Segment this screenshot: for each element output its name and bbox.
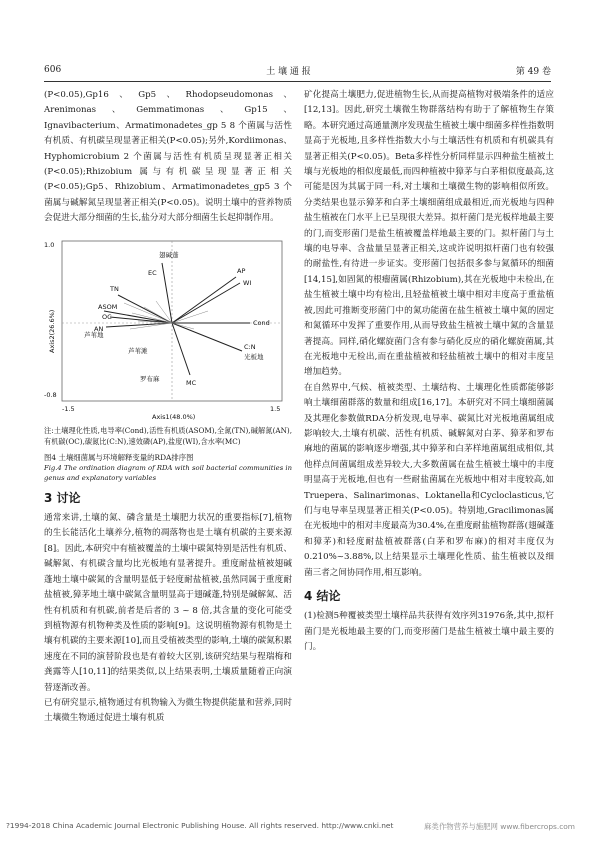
right-paragraph-3: (1)检测5种覆被类型土壤样品共获得有效序列31976条,其中,拟杆菌门是光板地最主要的门,而变形菌门是盐生植被土壤中最主要的门。 bbox=[304, 611, 554, 653]
right-column bbox=[304, 88, 554, 656]
label-ec: EC bbox=[148, 268, 157, 277]
arrow-mc bbox=[172, 323, 190, 375]
label-mc: MC bbox=[186, 378, 197, 387]
left-paragraph-2: 通常来讲,土壤的氮、磷含量是土壤肥力状况的重要指标[7],植物的生长能活化土壤养分,植物的凋落物也是土壤有机碳的主要来源[8]。因此,本研究中有植被覆盖的土壤中碳氮特别是活性有机质、碱解氮、有机碳含量均比光板地有显著提升。重度耐盐植被翅碱蓬地土壤中碳氮的含量明显低于轻度耐盐植被,虽然同属于重度耐盐植被,獐茅地土壤中碳氮含量明显高于翅碱蓬,特别是碱解氮、活性有机质和有机碳,前者是后者的 3 ~ 8 倍,其含量的变化可能受到植物源有机物种类及性质的影响[9]。这说明植物源有机物是土壤有机碳的主要来源[10],而且受植被类型的影响,土壤的碳氮积累速度在不同的演替阶段也是有着较大区别,该研究结果与程瑞梅和龚露等人[10,11]的结果类似,以上结果表明,土壤质量随着正向演替逐渐改善。 bbox=[44, 513, 292, 693]
left-paragraph-1: (P<0.05),Gp16、Gp5、Rhodopseudomonas、Arenimonas、Gemmatimonas、Gp15、Ignavibacterium、Armatimonadetes_gp 5 8 个菌属与活性有机质、有机碳呈现显著正相关(P<0.05);另外,Kordiimonas、Hyphomicrobium 2 个菌属与活性有机质呈现显著正相关(P<0.05);Rhizobium 属与有机碳呈现显著正相关(P<0.05);Gp5、Rhizobium、Armatimonadetes_gp5 3 个菌属与碱解氮呈现显著正相关(P<0.05)。说明土壤中的营养物质会促进大部分细菌的生长,盐分对大部分细菌生长起抑制作用。 bbox=[44, 90, 292, 224]
arrow-wi bbox=[172, 283, 240, 323]
sample-label-2: 光板地 bbox=[244, 352, 264, 361]
right-paragraph-2: 在自然界中,气候、植被类型、土壤结构、土壤理化性质都能够影响土壤细菌群落的数量和组成[16,17]。本研究对不同土壤细菌属及其理化参数做RDA分析发现,电导率、碳氮比对光板地菌属组成影响较大,土壤有机碳、活性有机质、碱解氮对白茅、獐茅和罗布麻地的菌属的影响逐步增强,其中獐茅和白茅样地菌属组成相似,其他样点间菌属组成差异较大,大多数菌属在盐生植被土壤中的丰度明显高于光板地,但也有一些耐盐菌属在光板地中相对丰度较高,如Truepera、Salinarimonas、Loktanella和Cycloclasticus,它们与电导率呈现显著正相关(P<0.05)。特别地,Gracilimonas属在光板地中的相对丰度最高为30.4%,在重度耐盐植物群落(翅碱蓬和獐茅)和轻度耐盐植被群落(白茅和罗布麻)的相对丰度仅为0.210%~3.88%,以上结果显示土壤理化性质、盐生植被以及细菌三者之间协同作用,相互影响。 bbox=[304, 382, 554, 578]
sample-label-1: 翅碱蓬 bbox=[159, 250, 179, 259]
label-cond: Cond bbox=[253, 318, 270, 327]
copyright-text: ?1994-2018 China Academic Journal Electronic Publishing House. All rights reserved. http://www.cnki.net bbox=[6, 821, 394, 830]
sample-label-3: 芦苇地 bbox=[84, 330, 104, 339]
x-tick-right: 1.5 bbox=[270, 404, 281, 413]
label-an: AN bbox=[94, 324, 104, 333]
rda-figure bbox=[44, 233, 292, 423]
y-axis-title: Axis2(26.6%) bbox=[48, 309, 56, 353]
page-footer bbox=[6, 821, 575, 832]
arrow-ap bbox=[172, 277, 236, 323]
journal-title: 土 壤 通 报 bbox=[266, 66, 311, 77]
sample-label-4: 罗布麻 bbox=[140, 374, 160, 383]
sample-label-5: 芦苇滩 bbox=[128, 346, 148, 355]
label-wi: WI bbox=[243, 278, 252, 287]
x-axis-title: Axis1(48.0%) bbox=[152, 412, 196, 421]
label-ap: AP bbox=[237, 266, 246, 275]
volume-label: 第 49 卷 bbox=[515, 66, 551, 77]
label-oc: OC bbox=[102, 312, 112, 321]
rda-plot bbox=[44, 233, 292, 423]
figure-legend: 注:土壤理化性质,电导率(Cond),活性有机质(ASOM),全氮(TN),碱解氮(AN),有机碳(OC),碳氮比(C:N),速效磷(AP),盐度(WI),含水率(MC) bbox=[44, 425, 292, 446]
y-tick-top: 1.0 bbox=[44, 240, 55, 249]
figure-caption-cn: 图4 土壤细菌属与环境解释变量的RDA排序图 bbox=[44, 452, 194, 462]
label-cn: C:N bbox=[244, 342, 256, 351]
label-asom: ASOM bbox=[98, 302, 118, 311]
page-header bbox=[44, 62, 551, 78]
watermark-text: 麻类作物营养与施肥网 www.fibercrops.com bbox=[424, 822, 575, 831]
y-tick-bottom: -0.8 bbox=[44, 390, 57, 399]
x-tick-left: -1.5 bbox=[62, 404, 75, 413]
arrow-ec bbox=[162, 263, 172, 323]
right-paragraph-1: 矿化提高土壤肥力,促进植物生长,从而提高植物对极端条件的适应[12,13]。因此,研究土壤微生物群落结构有助于了解植物生存策略。本研究通过高通量测序发现盐生植被土壤中细菌多样性指数明显高于光板地,且多样性指数大小与土壤活性有机质和有机碳具有显著正相关(P<0.05)。Beta多样性分析同样显示四种盐生植被土壤与光板地的相似度最低,而四种植被中獐茅与白茅相似度最高,这可能是因为其属于同一科,对土壤和土壤微生物的影响相似所致。分类结果也显示獐茅和白茅土壤细菌组成最相近,而光板地与四种盐生植被在门水平上已呈现很大差异。拟杆菌门是光板样地最主要的门,而变形菌门是盐生植被覆盖样地最主要的门。拟杆菌门与土壤的电导率、含盐量呈显著正相关,这或许说明拟杆菌门也有较强的耐盐性,有待进一步证实。变形菌门包括很多参与氮循环的细菌[14,15],如固氮的根瘤菌属(Rhizobium),其在光板地中未检出,在盐生植被土壤中均有检出,且轻盐植被土壤中相对丰度高于重盐植被,因此可推断变形菌门中的氮功能菌在盐生植被土壤中氮的固定和氮循环中发挥了重要作用,从而导致盐生植被土壤中氮的含量显著提高。同样,硝化螺旋菌门含有参与硝化反应的硝化螺旋菌属,其在光板地中无检出,而在重盐植被和轻盐植被土壤中的相对丰度呈增加趋势。 bbox=[304, 90, 554, 378]
arrow-cn bbox=[172, 323, 242, 351]
section-3-title: 3 讨论 bbox=[44, 490, 81, 505]
left-paragraph-3: 已有研究显示,植物通过有机物输入为微生物提供能量和营养,同时土壤微生物通过促进土壤有机质 bbox=[44, 697, 292, 724]
figure-caption-en: Fig.4 The ordination diagram of RDA with soil bacterial communities in genus and explanatory variables bbox=[44, 463, 292, 482]
section-4-title: 4 结论 bbox=[304, 589, 341, 603]
label-tn: TN bbox=[110, 284, 119, 293]
variable-arrows bbox=[104, 263, 250, 375]
left-column bbox=[44, 88, 292, 727]
header-rule bbox=[44, 81, 551, 82]
page-number: 606 bbox=[44, 65, 62, 75]
